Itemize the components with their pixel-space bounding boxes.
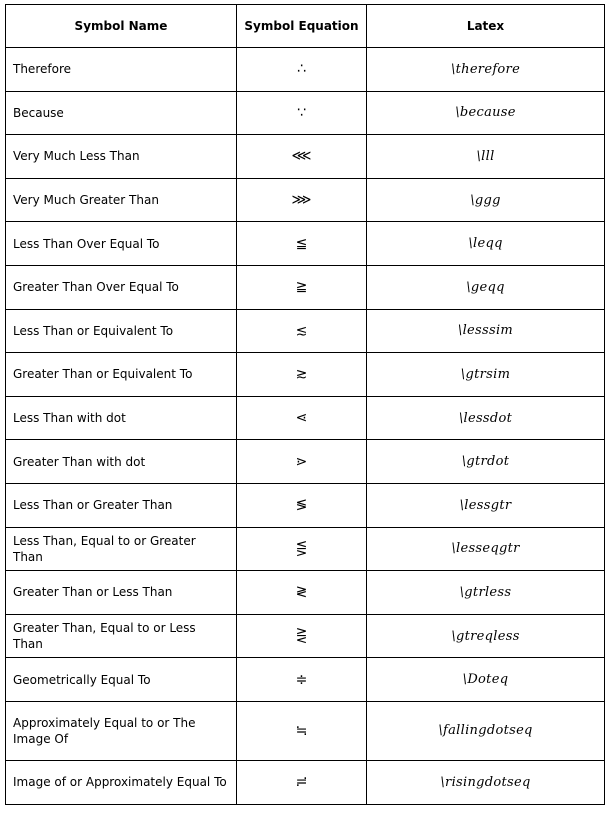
symbol-equation-cell: ≳ <box>237 353 367 397</box>
table-row <box>6 222 605 266</box>
latex-command-cell: \lessgtr <box>367 483 605 527</box>
latex-command-cell: \gtrdot <box>367 440 605 484</box>
table-row <box>6 91 605 135</box>
table-row <box>6 760 605 804</box>
symbol-equation-cell: ⋙ <box>237 178 367 222</box>
table-row <box>6 135 605 179</box>
symbol-name-cell: Image of or Approximately Equal To <box>6 760 237 804</box>
latex-command-cell: \therefore <box>367 48 605 92</box>
latex-command-cell: \gtrsim <box>367 353 605 397</box>
symbol-name-cell: Greater Than or Less Than <box>6 571 237 615</box>
symbol-equation-cell: ⋖ <box>237 396 367 440</box>
latex-command-cell: \risingdotseq <box>367 760 605 804</box>
table-row <box>6 48 605 92</box>
symbol-name-cell: Because <box>6 91 237 135</box>
symbol-equation-cell: ∵ <box>237 91 367 135</box>
symbol-equation-cell: ⋚ <box>237 527 367 571</box>
table-row <box>6 353 605 397</box>
symbol-name-cell: Greater Than Over Equal To <box>6 265 237 309</box>
latex-command-cell: \fallingdotseq <box>367 701 605 760</box>
symbol-name-cell: Less Than Over Equal To <box>6 222 237 266</box>
latex-command-cell: \ggg <box>367 178 605 222</box>
table-row <box>6 701 605 760</box>
symbol-equation-cell: ≷ <box>237 571 367 615</box>
symbol-name-cell: Less Than, Equal to or Greater Than <box>6 527 237 571</box>
latex-command-cell: \lll <box>367 135 605 179</box>
symbol-name-cell: Geometrically Equal To <box>6 658 237 702</box>
header-symbol-equation: Symbol Equation <box>237 5 367 48</box>
symbol-equation-cell: ⋗ <box>237 440 367 484</box>
symbol-name-cell: Less Than or Greater Than <box>6 483 237 527</box>
symbol-equation-cell: ≒ <box>237 701 367 760</box>
latex-command-cell: \because <box>367 91 605 135</box>
table-row <box>6 265 605 309</box>
latex-command-cell: \lessdot <box>367 396 605 440</box>
symbol-table <box>5 4 605 805</box>
symbol-name-cell: Less Than or Equivalent To <box>6 309 237 353</box>
latex-command-cell: \geqq <box>367 265 605 309</box>
table-row <box>6 396 605 440</box>
latex-command-cell: \lesssim <box>367 309 605 353</box>
symbol-equation-cell: ≲ <box>237 309 367 353</box>
symbol-equation-cell: ≑ <box>237 658 367 702</box>
symbol-name-cell: Therefore <box>6 48 237 92</box>
symbol-name-cell: Greater Than with dot <box>6 440 237 484</box>
symbol-equation-cell: ≦ <box>237 222 367 266</box>
latex-command-cell: \Doteq <box>367 658 605 702</box>
latex-command-cell: \leqq <box>367 222 605 266</box>
symbol-name-cell: Very Much Greater Than <box>6 178 237 222</box>
symbol-equation-cell: ≧ <box>237 265 367 309</box>
symbol-name-cell: Approximately Equal to or The Image Of <box>6 701 237 760</box>
symbol-name-cell: Less Than with dot <box>6 396 237 440</box>
latex-command-cell: \lesseqgtr <box>367 527 605 571</box>
header-symbol-name: Symbol Name <box>6 5 237 48</box>
latex-command-cell: \gtrless <box>367 571 605 615</box>
symbol-name-cell: Greater Than, Equal to or Less Than <box>6 614 237 658</box>
table-row <box>6 483 605 527</box>
table-row <box>6 527 605 571</box>
table-row <box>6 571 605 615</box>
symbol-equation-cell: ⋘ <box>237 135 367 179</box>
symbol-name-cell: Very Much Less Than <box>6 135 237 179</box>
table-row <box>6 614 605 658</box>
table-row <box>6 309 605 353</box>
latex-command-cell: \gtreqless <box>367 614 605 658</box>
header-row <box>6 5 605 48</box>
table-row <box>6 658 605 702</box>
table-row <box>6 178 605 222</box>
symbol-equation-cell: ⋛ <box>237 614 367 658</box>
symbol-equation-cell: ≓ <box>237 760 367 804</box>
symbol-name-cell: Greater Than or Equivalent To <box>6 353 237 397</box>
table-row <box>6 440 605 484</box>
header-latex: Latex <box>367 5 605 48</box>
symbol-equation-cell: ≶ <box>237 483 367 527</box>
symbol-equation-cell: ∴ <box>237 48 367 92</box>
